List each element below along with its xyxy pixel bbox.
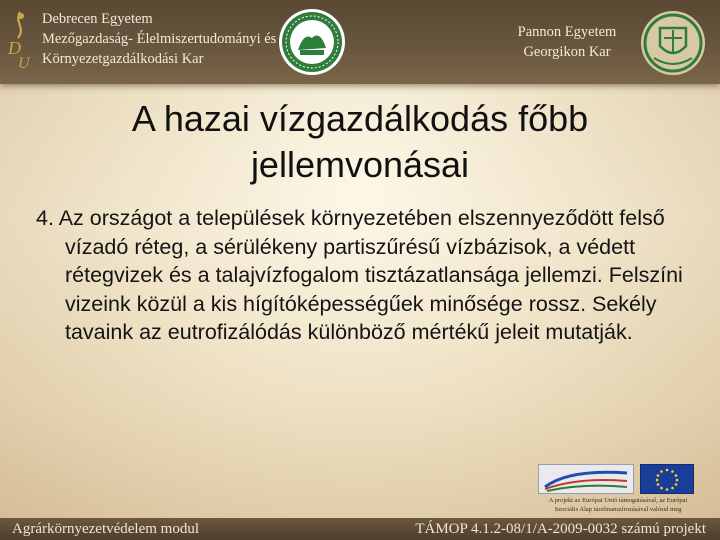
header-banner bbox=[0, 0, 720, 84]
footer-banner bbox=[0, 518, 720, 540]
right-institution-line: Georgikon Kar bbox=[523, 44, 611, 60]
slide-title bbox=[40, 96, 680, 188]
right-institution-line: Pannon Egyetem bbox=[517, 24, 617, 40]
left-institution-line: Környezetgazdálkodási Kar bbox=[42, 51, 204, 67]
title-line: A hazai vízgazdálkodás főbb bbox=[131, 98, 589, 139]
georgikon-crest-icon bbox=[640, 10, 706, 76]
svg-text:D: D bbox=[8, 38, 21, 58]
left-institution-line: Mezőgazdaság- Élelmiszertudományi és bbox=[42, 31, 277, 47]
uj-magyarorszag-logo-icon bbox=[538, 464, 634, 494]
funding-caption bbox=[520, 496, 716, 514]
university-seal-icon bbox=[278, 8, 346, 76]
footer-module-name: Agrárkörnyezetvédelem modul bbox=[12, 521, 200, 537]
du-monogram-icon bbox=[6, 8, 36, 72]
left-institution-name bbox=[42, 9, 276, 69]
svg-text:U: U bbox=[18, 55, 30, 72]
title-line: jellemvonásai bbox=[250, 144, 470, 185]
right-institution-name bbox=[512, 22, 622, 62]
funding-caption-line: A projekt az Európai Unió támogatásával, az Európai bbox=[548, 497, 688, 504]
slide-body-text: 4. Az országot a települések környezetében elszennyeződött felső vízadó réteg, a sérülékeny partiszűrésű vízbázisok, a védett rétegvizek és a talajvízfogalom tisztázatlansága jellemzi. Felszíni vizeink közül a kis hígítóképességűek minősége rossz. Sekély tavaink az eutrofizálódás különböző mértékű jeleit mutatják. bbox=[36, 206, 683, 344]
eu-flag-icon bbox=[640, 464, 694, 494]
footer-project-id: TÁMOP 4.1.2-08/1/A-2009-0032 számú projekt bbox=[415, 521, 706, 537]
funding-caption-line: Szociális Alap társfinanszírozásával valósul meg bbox=[554, 506, 682, 513]
left-institution-line: Debrecen Egyetem bbox=[42, 11, 153, 27]
